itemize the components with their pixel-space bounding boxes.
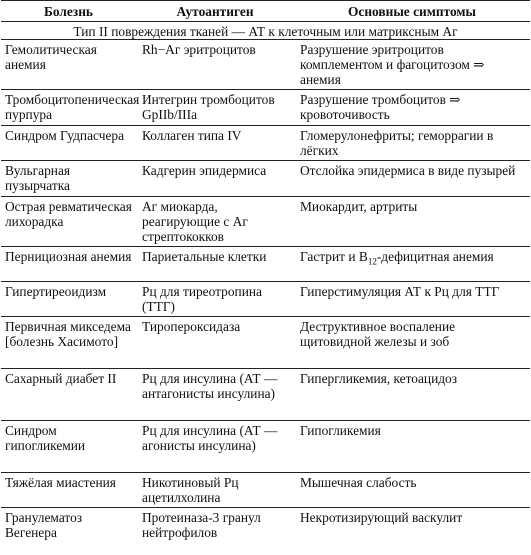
table-row <box>1 317 530 369</box>
symptoms-cell: Мышечная слабость <box>294 473 530 508</box>
table-row <box>1 126 530 161</box>
vitamin-subscript: 12 <box>367 256 377 267</box>
disease-cell: Первичная микседема [болезнь Хасимото] <box>1 317 136 369</box>
header-disease: Болезнь <box>1 1 136 22</box>
header-autoantigen: Аутоантиген <box>136 1 294 22</box>
disease-cell: Гранулематоз Вегенера <box>5 510 83 540</box>
table-header-row <box>1 1 530 22</box>
table-row <box>1 197 530 247</box>
disease-cell: Тяжёлая миастения <box>1 473 136 508</box>
symptoms-cell: Разрушение тромбоцитов ⇒ кровоточивость <box>294 90 530 126</box>
symptoms-cell: Некротизирующий васкулит <box>300 510 463 525</box>
symptoms-cell: Гиперстимуляция АТ к Рц для ТТГ <box>294 282 530 317</box>
disease-cell: Пернициозная анемия <box>1 247 136 282</box>
antigen-cell: Аг миокарда, реагирующие с Аг стрептококков <box>136 197 294 247</box>
antigen-cell: Никотиновый Рц ацетилхолина <box>136 473 294 508</box>
antigen-cell: Париетальные клетки <box>136 247 294 282</box>
table-row <box>1 90 530 126</box>
table-row <box>1 40 530 90</box>
autoimmune-table <box>1 0 530 542</box>
antigen-cell: Рц для тиреотропина (ТТГ) <box>136 282 294 317</box>
symptoms-text: Гастрит и B <box>300 249 368 264</box>
symptoms-cell: Разрушение эритроцитов комплементом и фагоцитозом ⇒ анемия <box>294 40 530 90</box>
disease-cell: Гемолитическая анемия <box>1 40 136 90</box>
disease-cell: Синдром гипогликемии <box>1 421 136 473</box>
table-row <box>1 508 530 543</box>
symptoms-cell: Гипергликемия, кетоацидоз <box>294 369 530 421</box>
section-row <box>1 22 530 40</box>
disease-cell: Острая ревматическая лихорадка <box>1 197 136 247</box>
disease-cell: Гипертиреоидизм <box>1 282 136 317</box>
header-symptoms: Основные симптомы <box>294 1 530 22</box>
table-row <box>1 247 530 282</box>
table-row <box>1 161 530 197</box>
disease-cell: Вульгарная пузырчатка <box>1 161 136 197</box>
disease-cell: Тромбоцитопеническая пурпура <box>1 90 136 126</box>
antigen-cell: Коллаген типа IV <box>136 126 294 161</box>
antigen-cell: Рц для инсулина (АТ — агонисты инсулина) <box>136 421 294 473</box>
antigen-cell: Протеиназа-3 гранул нейтрофилов <box>142 510 261 540</box>
symptoms-cell: Гломерулонефриты; геморрагии в лёгких <box>294 126 530 161</box>
symptoms-cell: Миокардит, артриты <box>294 197 530 247</box>
table-row <box>1 282 530 317</box>
disease-cell: Сахарный диабет II <box>1 369 136 421</box>
antigen-cell: Rh−Аг эритроцитов <box>136 40 294 90</box>
antigen-cell: Рц для инсулина (АТ — антагонисты инсулина) <box>136 369 294 421</box>
symptoms-cell: Гипогликемия <box>294 421 530 473</box>
symptoms-cell: Отслойка эпидермиса в виде пузырей <box>294 161 530 197</box>
antigen-cell: Кадгерин эпидермиса <box>136 161 294 197</box>
antigen-cell: Тиропероксидаза <box>136 317 294 369</box>
table-row <box>1 421 530 473</box>
symptoms-cell: Деструктивное воспаление щитовидной железы и зоб <box>294 317 530 369</box>
table-row <box>1 369 530 421</box>
table-row <box>1 473 530 508</box>
disease-cell: Синдром Гудпасчера <box>1 126 136 161</box>
symptoms-text-suffix: -дефицитная анемия <box>376 249 494 264</box>
symptoms-cell <box>294 247 530 282</box>
section-title: Тип II повреждения тканей — АТ к клеточным или матриксным Аг <box>1 22 530 40</box>
antigen-cell: Интегрин тромбоцитов GpIIb/IIIa <box>136 90 294 126</box>
